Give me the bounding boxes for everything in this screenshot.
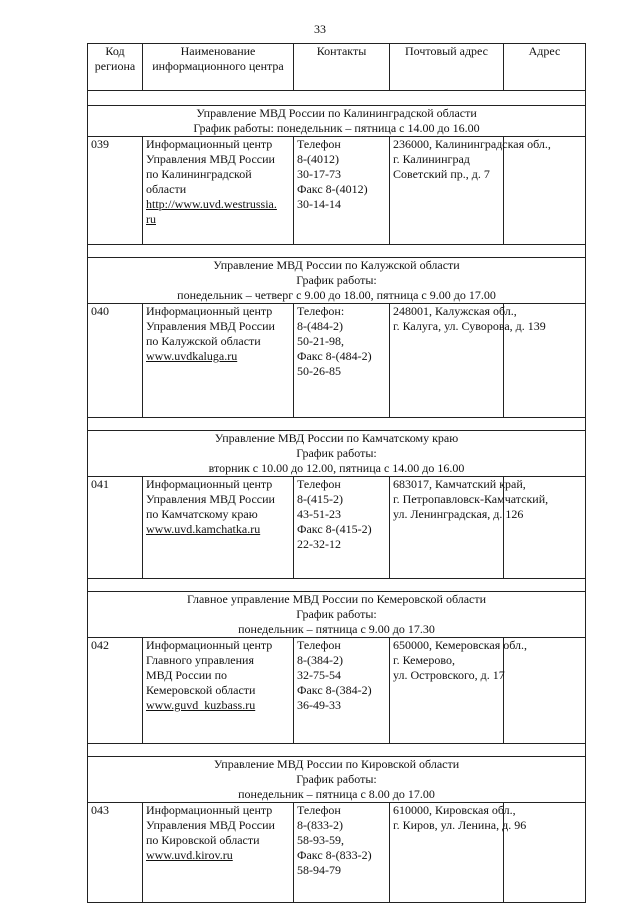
center-name (143, 638, 294, 744)
spacer-row (88, 579, 586, 592)
header-line: Контакты (316, 44, 367, 58)
contact-line: 8-(833-2) (297, 818, 343, 832)
section-line: График работы: понедельник – пятница с 14.00 до 16.00 (193, 121, 480, 135)
postal-line: ул. Ленинградская, д. 126 (393, 507, 524, 521)
section-header (88, 757, 586, 803)
postal-address (390, 638, 528, 744)
name-line: по Калининградской (146, 167, 252, 181)
section-line: понедельник – четверг с 9.00 до 18.00, пятница с 9.00 до 17.00 (177, 288, 496, 302)
section-line: Управление МВД России по Калужской области (213, 258, 460, 272)
contact-line: 32-75-54 (297, 668, 341, 682)
contact-line: 8-(384-2) (297, 653, 343, 667)
header-line: региона (94, 59, 136, 73)
region-code: 039 (88, 137, 143, 245)
section-line: вторник с 10.00 до 12.00, пятница с 14.00 до 16.00 (208, 461, 465, 475)
spacer-cell (88, 418, 586, 431)
header-line: информационного центра (152, 59, 284, 73)
name-line: Управления МВД России (146, 492, 275, 506)
section-header (88, 592, 586, 638)
header-address (504, 44, 586, 91)
spacer-row (88, 744, 586, 757)
page-number: 33 (314, 22, 326, 36)
region-code: 040 (88, 304, 143, 418)
section-line: График работы: (296, 446, 377, 460)
header-line: Почтовый адрес (404, 44, 488, 58)
postal-line: 236000, Калининградская обл., (393, 137, 551, 151)
contact-line: Факс 8-(484-2) (297, 349, 372, 363)
contacts (294, 638, 390, 744)
website-link[interactable]: www.uvd.kirov.ru (146, 848, 233, 862)
postal-line: 248001, Калужская обл., (393, 304, 517, 318)
postal-address (390, 803, 527, 903)
contact-line: Телефон (297, 638, 341, 652)
contact-line: 43-51-23 (297, 507, 341, 521)
contact-line: 8-(415-2) (297, 492, 343, 506)
postal-line: 683017, Камчатский край, (393, 477, 526, 491)
contact-line: 50-26-85 (297, 364, 341, 378)
header-row (88, 44, 586, 91)
name-line: области (146, 182, 187, 196)
section-header-row (88, 258, 586, 304)
header-line: Адрес (528, 44, 561, 58)
header-code (88, 44, 143, 91)
contact-line: Факс 8-(4012) (297, 182, 368, 196)
postal-address (390, 137, 551, 245)
spacer-row (88, 91, 586, 106)
region-code: 042 (88, 638, 143, 744)
section-header (88, 431, 586, 477)
postal-line: 650000, Кемеровская обл., (393, 638, 528, 652)
contact-line: 58-93-59, (297, 833, 344, 847)
name-line: Управления МВД России (146, 818, 275, 832)
contact-line: Факс 8-(415-2) (297, 522, 372, 536)
name-line: Управления МВД России (146, 152, 275, 166)
region-code: 043 (88, 803, 143, 903)
contact-line: 30-17-73 (297, 167, 341, 181)
contact-line: Телефон: (297, 304, 345, 318)
name-line: по Камчатскому краю (146, 507, 258, 521)
name-line: Информационный центр (146, 304, 273, 318)
contacts (294, 304, 390, 418)
section-line: Главное управление МВД России по Кемеровской области (186, 592, 487, 606)
header-contacts (294, 44, 390, 91)
contact-line: 22-32-12 (297, 537, 341, 551)
name-line: Информационный центр (146, 477, 273, 491)
postal-line: г. Киров, ул. Ленина, д. 96 (393, 818, 527, 832)
spacer-row (88, 418, 586, 431)
address (504, 137, 586, 245)
center-name (143, 477, 294, 579)
region-code: 041 (88, 477, 143, 579)
postal-line: г. Кемерово, (393, 653, 455, 667)
center-name (143, 304, 294, 418)
section-line: График работы: (296, 607, 377, 621)
name-line: Информационный центр (146, 638, 273, 652)
section-header-row (88, 106, 586, 137)
postal-address (390, 304, 546, 418)
section-line: понедельник – пятница с 8.00 до 17.00 (238, 787, 435, 801)
section-line: График работы: (296, 273, 377, 287)
contact-line: 8-(484-2) (297, 319, 343, 333)
table-row (88, 477, 586, 579)
name-line: Информационный центр (146, 803, 273, 817)
postal-line: г. Калининград (393, 152, 470, 166)
postal-line: г. Калуга, ул. Суворова, д. 139 (393, 319, 546, 333)
name-line: МВД России по (146, 668, 227, 682)
name-line: Информационный центр (146, 137, 273, 151)
center-name (143, 137, 294, 245)
section-header-row (88, 431, 586, 477)
header-line: Код (105, 44, 125, 58)
spacer-cell (88, 91, 586, 106)
postal-line: г. Петропавловск-Камчатский, (393, 492, 549, 506)
address (504, 638, 586, 744)
contacts (294, 803, 390, 903)
postal-line: ул. Островского, д. 17 (393, 668, 505, 682)
contact-line: Телефон (297, 803, 341, 817)
section-line: Управление МВД России по Кировской области (213, 757, 460, 771)
name-line: Кемеровской области (146, 683, 256, 697)
info-centers-table (87, 43, 586, 903)
website-link[interactable]: http://www.uvd.westrussia. (146, 197, 277, 211)
website-link[interactable]: www.uvd.kamchatka.ru (146, 522, 261, 536)
section-header-row (88, 592, 586, 638)
spacer-row (88, 245, 586, 258)
header-line: Наименование (180, 44, 256, 58)
contacts (294, 477, 390, 579)
name-line: Управления МВД России (146, 319, 275, 333)
spacer-cell (88, 579, 586, 592)
contact-line: Телефон (297, 477, 341, 491)
header-postal (390, 44, 504, 91)
section-line: понедельник – пятница с 9.00 до 17.30 (238, 622, 435, 636)
center-name (143, 803, 294, 903)
contact-line: 30-14-14 (297, 197, 341, 211)
spacer-cell (88, 744, 586, 757)
contact-line: Факс 8-(833-2) (297, 848, 372, 862)
website-link[interactable]: ru (146, 212, 156, 226)
contact-line: 8-(4012) (297, 152, 339, 166)
contacts (294, 137, 390, 245)
website-link[interactable]: www.uvdkaluga.ru (146, 349, 238, 363)
postal-line: Советский пр., д. 7 (393, 167, 490, 181)
section-line: Управление МВД России по Калининградской области (196, 106, 477, 120)
section-line: Управление МВД России по Камчатскому краю (214, 431, 459, 445)
section-header-row (88, 757, 586, 803)
website-link[interactable]: www.guvd_kuzbass.ru (146, 698, 256, 712)
spacer-cell (88, 245, 586, 258)
table-row (88, 803, 586, 903)
name-line: по Калужской области (146, 334, 261, 348)
name-line: Главного управления (146, 653, 254, 667)
table-row (88, 304, 586, 418)
contact-line: 58-94-79 (297, 863, 341, 877)
header-name (143, 44, 294, 91)
contact-line: Телефон (297, 137, 341, 151)
name-line: по Кировской области (146, 833, 260, 847)
postal-address (390, 477, 549, 579)
table-row (88, 638, 586, 744)
contact-line: 50-21-98, (297, 334, 344, 348)
section-line: График работы: (296, 772, 377, 786)
section-header (88, 258, 586, 304)
contact-line: 36-49-33 (297, 698, 341, 712)
table-row (88, 137, 586, 245)
postal-line: 610000, Кировская обл., (393, 803, 516, 817)
section-header (88, 106, 586, 137)
contact-line: Факс 8-(384-2) (297, 683, 372, 697)
